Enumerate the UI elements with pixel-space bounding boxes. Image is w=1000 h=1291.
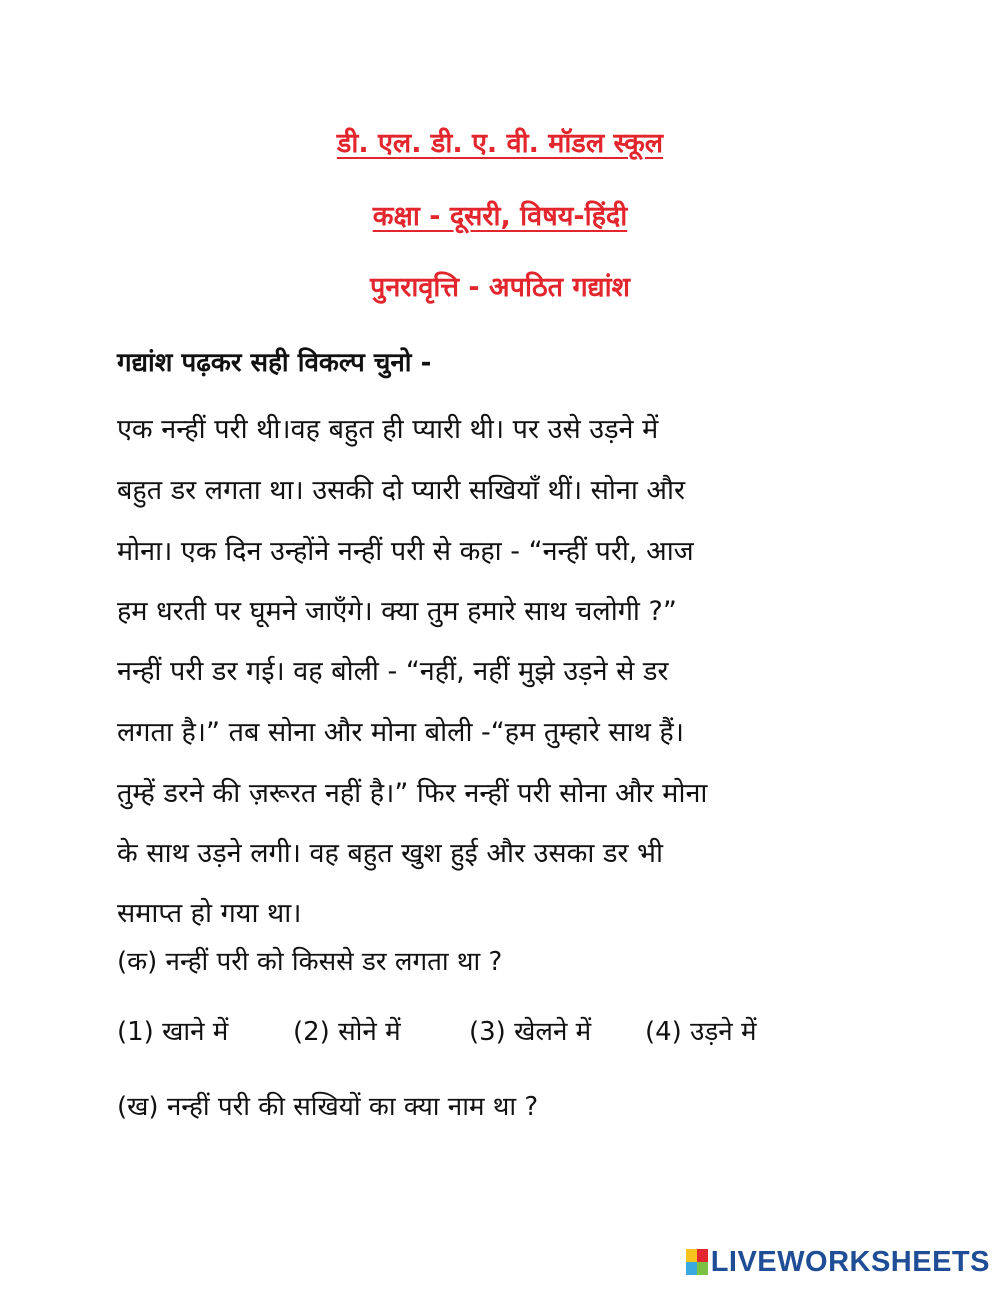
topic-text: पुनरावृत्ति - अपठित गद्यांश	[369, 272, 631, 303]
passage-line: लगता है।” तब सोना और मोना बोली -“हम तुम्हारे साथ हैं।	[117, 717, 684, 748]
passage-line: नन्हीं परी डर गई। वह बोली - “नहीं, नहीं मुझे उड़ने से डर	[117, 656, 669, 687]
passage-line: तुम्हें डरने की ज़रूरत नहीं है।” फिर नन्हीं परी सोना और मोना	[117, 778, 708, 809]
class-subject-text: कक्षा - दूसरी, विषय-हिंदी	[372, 201, 628, 232]
instruction-text: गद्यांश पढ़कर सही विकल्प चुनो -	[117, 348, 432, 378]
passage-line: के साथ उड़ने लगी। वह बहुत खुश हुई और उसका डर भी	[117, 838, 664, 869]
passage-line: एक नन्हीं परी थी।वह बहुत ही प्यारी थी। पर उसे उड़ने में	[117, 414, 659, 445]
passage-line: मोना। एक दिन उन्होंने नन्हीं परी से कहा - “नन्हीं परी, आज	[117, 536, 694, 567]
option-1-khane-mein[interactable]: (1) खाने में	[117, 1017, 229, 1047]
school-title	[0, 124, 1000, 164]
question-kha: (ख) नन्हीं परी की सखियों का क्या नाम था ?	[117, 1092, 539, 1122]
topic-title	[0, 268, 1000, 308]
question-ka: (क) नन्हीं परी को किससे डर लगता था ?	[117, 947, 503, 977]
passage-line: समाप्त हो गया था।	[117, 898, 302, 929]
liveworksheets-watermark	[686, 1245, 990, 1279]
class-subject-title	[0, 197, 1000, 237]
liveworksheets-logo-icon	[686, 1249, 708, 1275]
option-2-sone-mein[interactable]: (2) सोने में	[293, 1017, 401, 1047]
passage-line: हम धरती पर घूमने जाएँगे। क्या तुम हमारे साथ चलोगी ?”	[117, 596, 677, 627]
watermark-text: LIVEWORKSHEETS	[710, 1245, 990, 1278]
option-4-udne-mein[interactable]: (4) उड़ने में	[645, 1017, 757, 1047]
passage-line: बहुत डर लगता था। उसकी दो प्यारी सखियाँ थीं। सोना और	[117, 475, 686, 506]
school-title-text: डी. एल. डी. ए. वी. मॉडल स्कूल	[336, 128, 664, 159]
option-3-khelne-mein[interactable]: (3) खेलने में	[469, 1017, 592, 1047]
